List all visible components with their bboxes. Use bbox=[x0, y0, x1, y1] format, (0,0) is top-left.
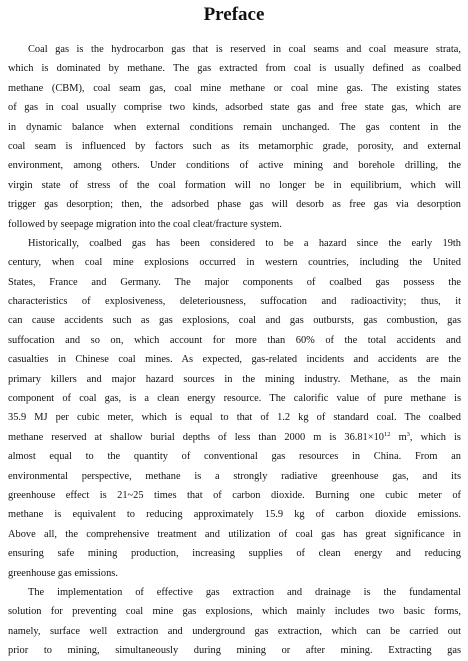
text-line: Historically, coalbed gas has been considered to be a hazard since the early 19th bbox=[28, 237, 461, 249]
text-line: Above all, the comprehensive treatment and utilization of coal gas has great significance in bbox=[8, 528, 461, 540]
text-line: Coal gas is the hydrocarbon gas that is reserved in coal seams and coal measure strata, bbox=[28, 44, 461, 55]
text-line: greenhouse effect is 21~25 times that of carbon dioxide. Burning one cubic meter of bbox=[8, 489, 461, 501]
text-line: prior to mining, simultaneously during mining or after mining. Extracting gas bbox=[8, 645, 461, 657]
paragraph-1 bbox=[8, 40, 461, 234]
text-line: greenhouse gas emissions. bbox=[8, 567, 118, 579]
text-line: century, when coal mine explosions occurred in western countries, including the United bbox=[8, 257, 461, 269]
text-line: followed by seepage migration into the coal cleat/fracture system. bbox=[8, 218, 282, 230]
paragraph-2 bbox=[8, 234, 461, 583]
text-line: environmental perspective, methane is a strongly radiative greenhouse gas, and its bbox=[8, 470, 461, 482]
text-line: of gas in coal usually comprise two kinds, adsorbed state gas and free state gas, which are bbox=[8, 102, 461, 114]
text-line: primary killers and major hazard sources in the mining industry. Methane, as the main bbox=[8, 373, 461, 385]
preface-body bbox=[8, 40, 461, 661]
text-line: suffocation and so on, which account for more than 60% of the total accidents and bbox=[8, 334, 461, 346]
superscript-exponent: 12 bbox=[384, 430, 391, 438]
paragraph-3 bbox=[8, 583, 461, 661]
text-line: can cause accidents such as gas explosions, coal and gas outbursts, gas combustion, gas bbox=[8, 315, 461, 327]
text-line: casualties in Chinese coal mines. As expected, gas-related incidents and accidents are the bbox=[8, 354, 461, 366]
text-line: characteristics of explosiveness, deleteriousness, suffocation and radioactivity; thus, it bbox=[8, 296, 461, 308]
text-line: solution for preventing coal mine gas explosions, which mainly includes two basic forms, bbox=[8, 606, 461, 618]
text-line: component of coal gas, is a clean energy resource. The calorific value of pure methane is bbox=[8, 393, 461, 405]
text-line: virgin state of stress of the coal formation will no longer be in equilibrium, which will bbox=[8, 179, 461, 191]
text-segment: , which is bbox=[409, 431, 461, 443]
page-title: Preface bbox=[203, 4, 265, 25]
superscript-unit: 3 bbox=[406, 430, 410, 438]
text-line: environment, among others. Under conditions of active mining and borehole drilling, the bbox=[8, 160, 461, 172]
text-line: ensuring safe mining production, increasing supplies of clean energy and reducing bbox=[8, 548, 461, 560]
text-line: States, France and Germany. The major components of coalbed gas possess the bbox=[8, 276, 461, 288]
text-line: trigger gas desorption; then, the adsorbed phase gas will desorb as free gas via desorption bbox=[8, 199, 461, 211]
text-line: methane is equivalent to reducing approximately 15.9 kg of carbon dioxide emissions. bbox=[8, 509, 461, 521]
text-line: 35.9 MJ per cubic meter, which is equal to that of 1.2 kg of standard coal. The coalbed bbox=[8, 412, 461, 424]
text-segment: m bbox=[390, 431, 407, 443]
text-line: almost equal to the quantity of conventional gas resources in China. From an bbox=[8, 451, 461, 463]
text-line: methane (CBM), coal seam gas, coal mine methane or coal mine gas. The existing states bbox=[8, 82, 461, 94]
text-line: The implementation of effective gas extraction and drainage is the fundamental bbox=[28, 586, 461, 598]
text-line: in dynamic balance when external conditions remain unchanged. The gas content in the bbox=[8, 121, 461, 133]
text-line: coal seam is influenced by factors such as its metamorphic grade, porosity, and external bbox=[8, 140, 461, 152]
text-line-with-superscript bbox=[8, 428, 461, 447]
text-segment: methane reserved at shallow burial depths of less than 2000 m is 36.81×10 bbox=[8, 431, 384, 443]
text-line: which is dominated by methane. The gas extracted from coal is usually defined as coalbed bbox=[8, 63, 461, 75]
text-line: namely, surface well extraction and underground gas extraction, which can be carried out bbox=[8, 625, 461, 637]
